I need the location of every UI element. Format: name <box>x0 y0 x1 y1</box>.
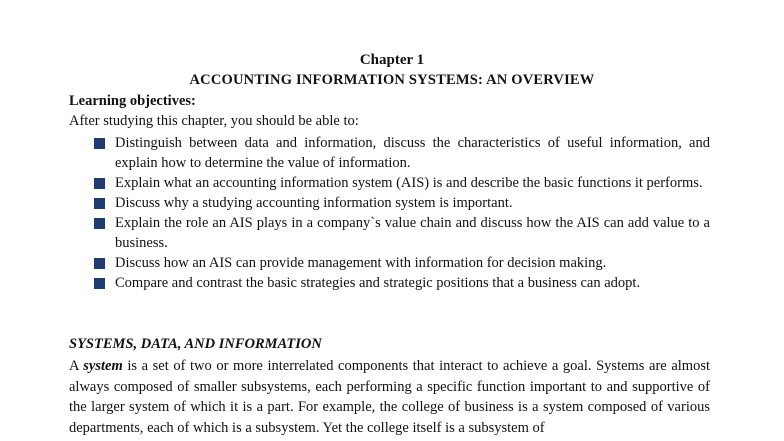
objective-text: Compare and contrast the basic strategies and strategic positions that a business can adopt. <box>115 275 641 291</box>
section-heading: SYSTEMS, DATA, AND INFORMATION <box>69 336 322 352</box>
objective-text: Explain the role an AIS plays in a company`s value chain and discuss how the AIS can add value to a business. <box>115 215 710 251</box>
square-bullet-icon <box>94 278 105 289</box>
section-paragraph <box>69 356 710 438</box>
square-bullet-icon <box>94 218 105 229</box>
objective-text: Discuss how an AIS can provide management with information for decision making. <box>115 255 607 271</box>
paragraph-body: is a set of two or more interrelated components that interact to achieve a goal. Systems are almost always composed of smaller subsystems, each performing a specific function important to and supportive of the larger system of which it is a part. For example, the college of business is a system composed of various departments, each of which is a subsystem. Yet the college itself is a subsystem of <box>69 358 711 436</box>
square-bullet-icon <box>94 178 105 189</box>
objective-text: Discuss why a studying accounting information system is important. <box>115 195 513 211</box>
chapter-label: Chapter 1 <box>359 52 425 68</box>
learning-objectives-intro: After studying this chapter, you should be able to: <box>69 113 359 129</box>
paragraph-prefix: A <box>69 358 84 374</box>
objective-item <box>94 273 710 293</box>
chapter-title: ACCOUNTING INFORMATION SYSTEMS: AN OVERVIEW <box>189 72 595 88</box>
objectives-list <box>94 133 710 293</box>
objective-item <box>94 253 710 273</box>
objective-item <box>94 133 710 173</box>
square-bullet-icon <box>94 138 105 149</box>
square-bullet-icon <box>94 258 105 269</box>
objective-text: Distinguish between data and information, discuss the characteristics of useful information, and explain how to determine the value of information. <box>115 135 710 171</box>
square-bullet-icon <box>94 198 105 209</box>
objective-item <box>94 173 710 193</box>
objective-item <box>94 193 710 213</box>
objective-text: Explain what an accounting information system (AIS) is and describe the basic functions it performs. <box>115 175 703 191</box>
learning-objectives-heading: Learning objectives: <box>69 93 196 109</box>
paragraph-term: system <box>83 358 123 374</box>
objective-item <box>94 213 710 253</box>
